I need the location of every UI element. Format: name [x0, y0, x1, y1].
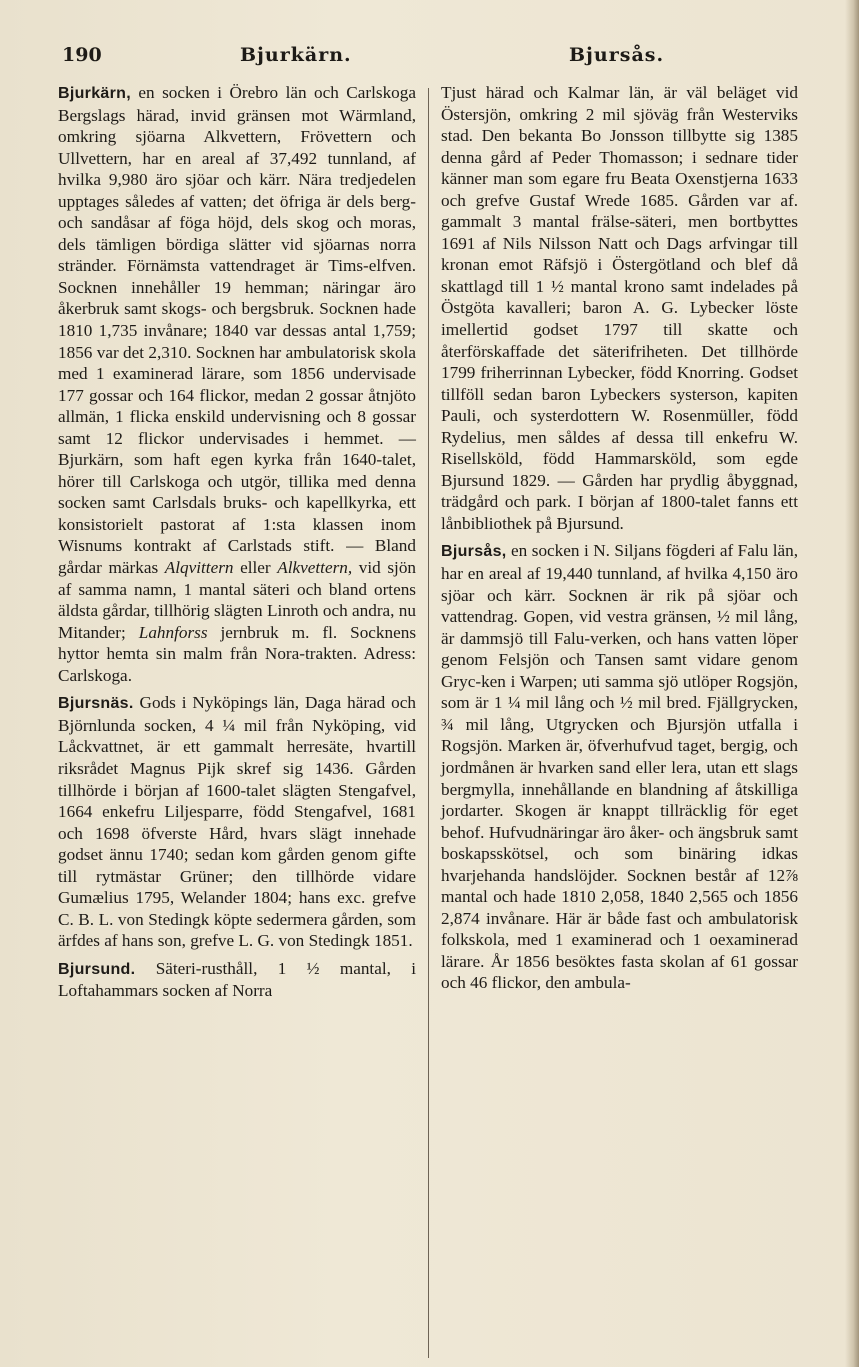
entry-text: Säteri-rusthåll, 1 ½ mantal, i Loftahammars socken af Norra: [58, 958, 416, 1001]
entry-text: Tjust härad och Kalmar län, är väl beläget vid Östersjön, omkring 2 mil sjöväg från Westerviks stad. Den bekanta Bo Jonsson tillbytte sig 1385 denna gård af Peder Thomasson; i sednare tider känner man som egare fru Beata Oxenstjerna 1633 och grefve Gustaf Wrede 1685. Gården var af. gammalt 3 mantal frälse-säteri, men bortbyttes 1691 af Nils Nilsson Natt och Dags arfvingar till kronan emot Räfsjö i Östergötland och blef då skattlagd till 1 ½ mantal krono samt indelades på Östgöta kavalleri; baron A. G. Lybecker löste imellertid godset 1797 till skatte och återförskaffade det säterifriheten. Det tillhörde 1799 friherrinnan Lybecker, född Knorring. Godset tillföll sedan baron Lybeckers systerson, kapiten Pauli, och systerdottern W. Rosenmüller, född Rydelius, men såldes af dessa till enkefru W. Risellsköld, född Hammarsköld, som egde Bjursund 1829. — Gården har prydlig åbyggnad, trädgård och park. I början af 1800-talet fanns ett lånbibliothek på Bjursund.: [441, 83, 798, 533]
right-running-title: Bjursås.: [569, 44, 665, 66]
entry-headword: Bjursund.: [58, 960, 136, 978]
entry-text: en socken i N. Siljans fögderi af Falu län, har en areal af 19,440 tunnland, af hvilka 4,150 äro sjöar och kärr. Socknen är rik på sjöar och vattendrag. Gopen, vid vestra gränsen, ½ mil lång, är dammsjö till Falu-verken, och hans vatten löper genom Felsjön och Tansen samt vidare genom Gryc-ken i Warpen; uti samma sjö utlöper Rogsjön, som är 1 ¼ mil lång och ½ mil bred. Fjällgrycken, ¾ mil lång, Utgrycken och Bjursjön utfalla i Rogsjön. Marken är, öfverhufvud taget, bergig, och jordmånen är hvarken sand eller lera, utan ett slags bergmylla, innehållande en blandning af åtskilliga jordarter. Skogen är knappt tillräcklig för eget behof. Hufvudnäringar äro åker- och ängsbruk samt boskapsskötsel, och som binäring idkas hvarjehanda handslöjder. Socknen består af 12⅞ mantal och hade 1810 2,058, 1840 2,565 och 1856 2,874 invånare. Här är både fast och ambulatorisk folkskola, med 1 examinerad och 1 oexaminerad lärare. År 1856 besöktes fasta skolan af 61 gossar och 46 flickor, den ambula-: [441, 541, 799, 993]
column-divider: [428, 88, 429, 1358]
entry-headword: Bjursås,: [441, 543, 507, 561]
right-column: [441, 82, 798, 994]
entry-text: vid sjön af samma namn, 1 mantal säteri och bland ortens äldsta gårdar, tillhörig slägten Linroth och andra, nu Mitander;: [58, 558, 417, 642]
place-name-italic: Lahnforss: [138, 622, 208, 642]
entry-bjursund: [58, 958, 416, 1002]
entry-bjurkarn: [58, 82, 416, 686]
place-name-italic: Alqvittern: [164, 558, 234, 578]
page-edge-shadow: [845, 0, 859, 1367]
entry-bjursnas: [58, 692, 416, 952]
entry-text: jernbruk m. fl. Socknens hyttor hemta sin malm från Nora-trakten. Adress: Carlskoga.: [58, 622, 417, 685]
entry-headword: Bjursnäs.: [58, 695, 134, 713]
entry-headword: Bjurkärn,: [58, 85, 131, 102]
entry-text: en socken i Örebro län och Carlskoga Bergslags härad, invid gränsen mot Wärmland, omkring sjöarna Alkvettern, Frövettern och Ullvettern, har en areal af 37,492 tunnland, af hvilka 9,980 äro sjöar och kärr. Nära tredjedelen upptages således af vatten; det öfriga är dels berg- och sandåsar af föga höjd, dels skog och moras, dels tämligen bördiga slätter vid sjöarnas norra stränder. Förnämsta vattendraget är Tims-elfven. Socknen innehåller 19 hemman; näringar äro åkerbruk samt skogs- och bergsbruk. Socknen hade 1810 1,735 invånare; 1840 var dessas antal 1,759; 1856 var det 2,310. Socknen har ambulatorisk skola med 1 examinerad lärare, som 1856 undervisade 177 gossar och 164 flickor, medan 2 gossar åtnjöto allmän, 1 flicka enskild undervisning och 8 gossar samt 12 flickor undervisades i hemmet. — Bjurkärn, som haft egen kyrka från 1640-talet, hörer till Carlskoga och utgör, tillika med denna socken samt Carlsdals bruks- och kapellkyrka, ett konsistorielt pastorat af 1:sta klassen inom Wisnums kontrakt af Carlstads stift. — Bland gårdar märkas: [58, 83, 417, 578]
entry-bjursund-continued: [441, 82, 798, 534]
page-number: 190: [62, 44, 102, 66]
running-header: [62, 44, 829, 74]
entry-text: eller: [240, 558, 271, 578]
entry-bjursas: [441, 540, 798, 993]
entry-text: Gods i Nyköpings län, Daga härad och Björnlunda socken, 4 ¼ mil från Nyköping, vid Låckvattnet, är ett gammalt herresäte, hvartill riksrådet Magnus Pijk skref sig 1436. Gården tillhörde i början af 1600-talet slägten Stengafvel, 1664 enkefru Liljesparre, född Stengafvel, 1681 och 1698 öfverste Hård, hvars slägt innehade godset ännu 1740; sedan kom gården genom gifte till rytmästar Grüner; den tillhörde vidare Gumælius 1795, Welander 1804; hans exc. grefve C. B. L. von Stedingk köpte sedermera gården, som ärfdes af hans son, grefve L. G. von Stedingk 1851.: [58, 693, 416, 951]
left-column: [58, 82, 416, 1002]
place-name-italic: Alkvettern,: [277, 558, 353, 578]
left-running-title: Bjurkärn.: [240, 44, 352, 66]
